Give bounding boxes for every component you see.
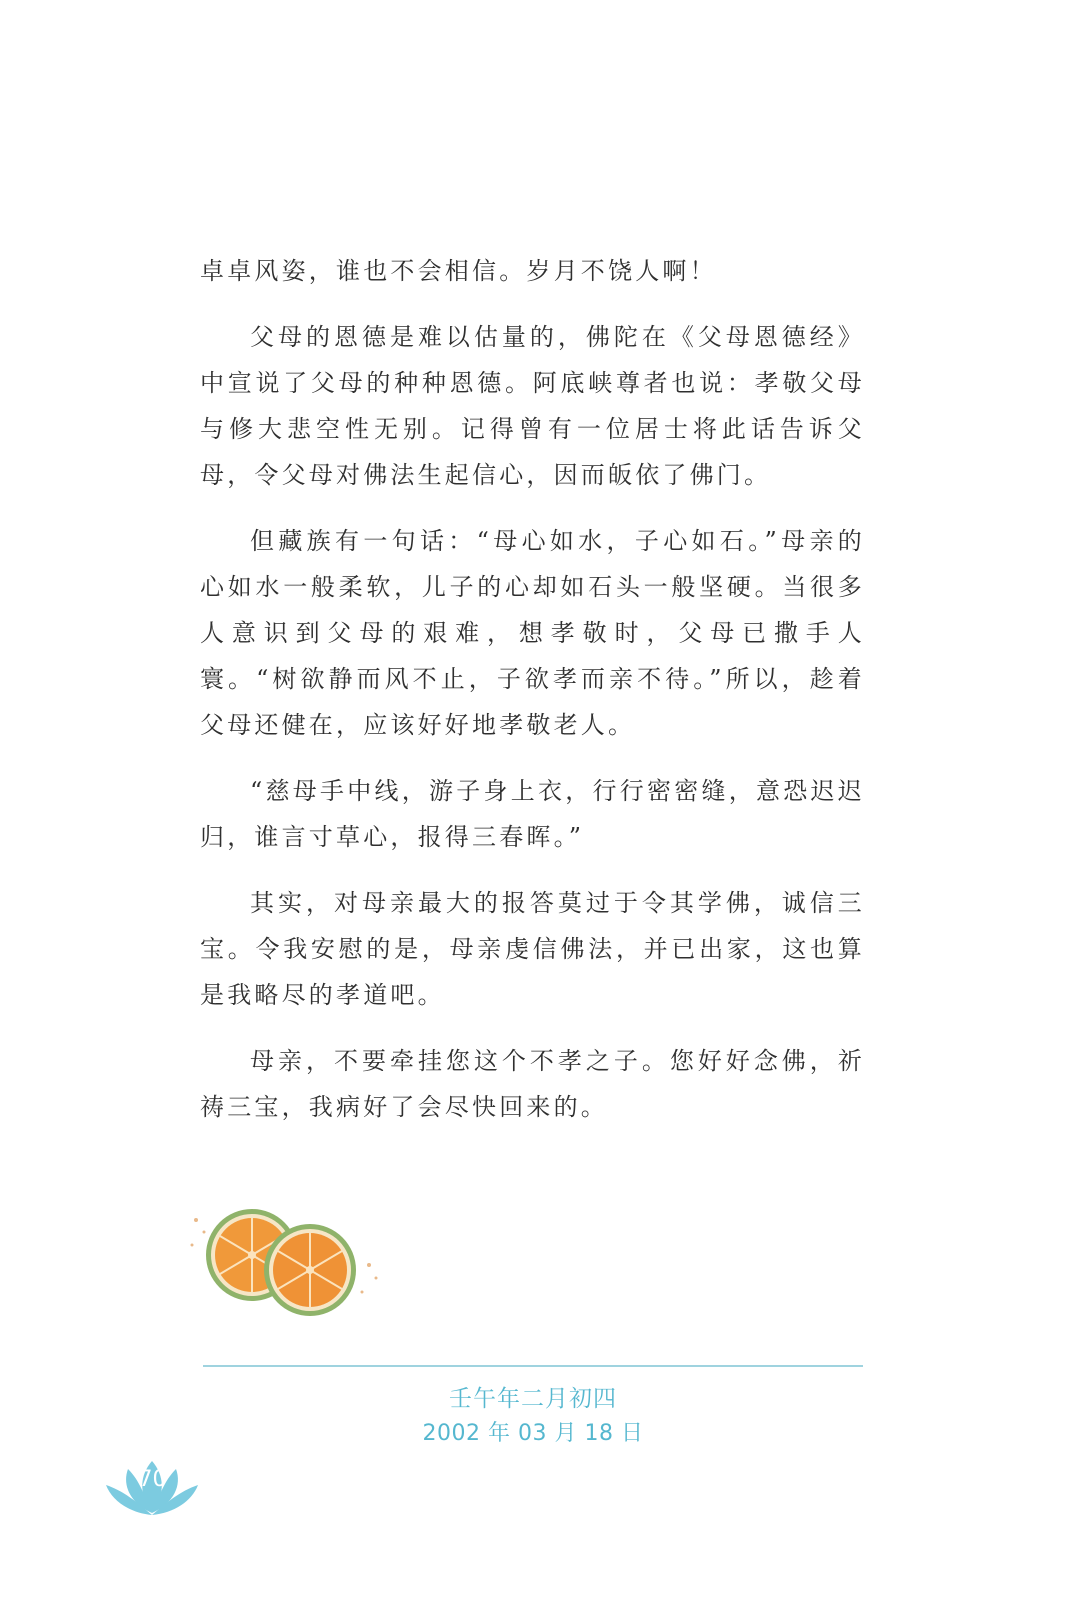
paragraph-1: 卓卓风姿，谁也不会相信。岁月不饶人啊！ (200, 257, 717, 285)
solar-date: 2002 年 03 月 18 日 (422, 1421, 644, 1446)
lunar-date: 壬午年二月初四 (449, 1386, 617, 1412)
paragraph-5: 其实，对母亲最大的报答莫过于令其学佛，诚信三宝。令我安慰的是，母亲虔信佛法，并已出家，这也算是我略尽的孝道吧。 (200, 889, 865, 1009)
footer-divider (203, 1365, 863, 1367)
paragraph-3: 但藏族有一句话：“母心如水，子心如石。”母亲的心如水一般柔软，儿子的心却如石头一般坚硬。当很多人意识到父母的艰难，想孝敬时，父母已撒手人寰。“树欲静而风不止，子欲孝而亲不待。”所以，趁着父母还健在，应该好好地孝敬老人。 (200, 527, 865, 739)
paragraph-6: 母亲，不要牵挂您这个不孝之子。您好好念佛，祈祷三宝，我病好了会尽快回来的。 (200, 1047, 865, 1121)
orange-slice-right (264, 1224, 356, 1316)
article-body (200, 248, 865, 1150)
page-number: 70 (138, 1467, 167, 1492)
orange-slices-illustration (184, 1200, 394, 1325)
paragraph-2: 父母的恩德是难以估量的，佛陀在《父母恩德经》中宣说了父母的种种恩德。阿底峡尊者也说：孝敬父母与修大悲空性无别。记得曾有一位居士将此话告诉父母，令父母对佛法生起信心，因而皈依了佛门。 (200, 323, 865, 489)
paragraph-4: “慈母手中线，游子身上衣，行行密密缝，意恐迟迟归，谁言寸草心，报得三春晖。” (200, 777, 865, 851)
